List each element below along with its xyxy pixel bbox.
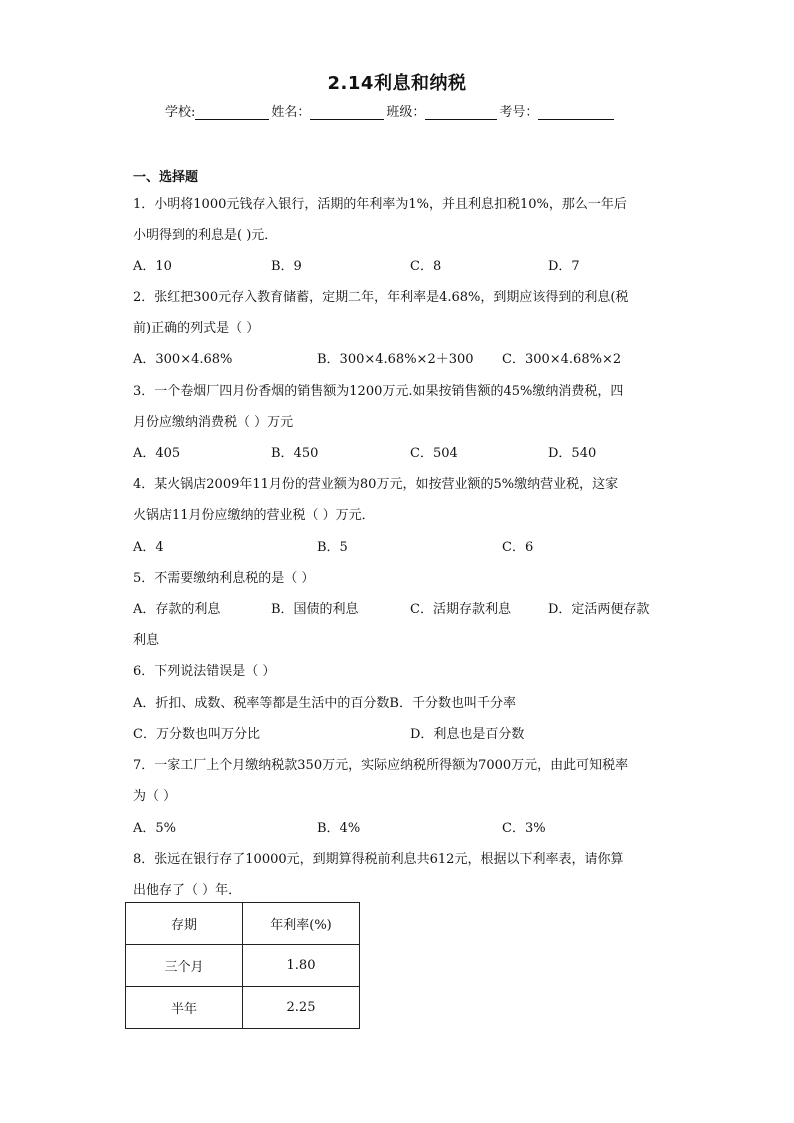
question-1-option-b[interactable]: B．9 bbox=[271, 259, 302, 274]
question-2-line-2: 前)正确的列式是（ ） bbox=[133, 321, 260, 336]
question-4-option-a[interactable]: A．4 bbox=[133, 540, 164, 555]
question-5-option-c[interactable]: C．活期存款利息 bbox=[410, 602, 511, 617]
question-6-option-c[interactable]: C．万分数也叫万分比 bbox=[133, 727, 260, 742]
table-row bbox=[126, 987, 360, 1029]
page-title: 2.14利息和纳税 bbox=[327, 73, 467, 94]
table-header-term: 存期 bbox=[126, 903, 243, 945]
question-5-option-b[interactable]: B．国债的利息 bbox=[271, 602, 359, 617]
question-5-option-d-continued: 利息 bbox=[133, 633, 160, 648]
question-4-option-b[interactable]: B．5 bbox=[317, 540, 348, 555]
question-4-option-c[interactable]: C．6 bbox=[502, 540, 534, 555]
question-2-option-a[interactable]: A．300×4.68% bbox=[133, 352, 233, 367]
name-label: 姓名： bbox=[271, 105, 311, 120]
question-7-option-c[interactable]: C．3% bbox=[502, 821, 546, 836]
table-header-row bbox=[126, 903, 360, 945]
student-info-line bbox=[165, 101, 616, 120]
question-1-option-a[interactable]: A．10 bbox=[133, 259, 172, 274]
name-blank[interactable] bbox=[310, 105, 384, 120]
school-label: 学校: bbox=[165, 105, 196, 120]
class-blank[interactable] bbox=[425, 105, 497, 120]
school-blank[interactable] bbox=[195, 105, 269, 120]
question-7-option-a[interactable]: A．5% bbox=[133, 821, 177, 836]
question-3-line-2: 月份应缴纳消费税（ ）万元 bbox=[133, 415, 294, 430]
question-5-line-1: 5．不需要缴纳利息税的是（ ） bbox=[133, 571, 315, 586]
question-2-line-1: 2．张红把300元存入教育储蓄，定期二年，年利率是4.68%，到期应该得到的利息(税 bbox=[133, 290, 629, 305]
question-7-line-1: 7．一家工厂上个月缴纳税款350万元，实际应纳税所得额为7000万元，由此可知税率 bbox=[133, 758, 629, 773]
question-3-option-a[interactable]: A．405 bbox=[133, 446, 181, 461]
question-7-option-b[interactable]: B．4% bbox=[317, 821, 361, 836]
question-8-line-1: 8．张远在银行存了10000元，到期算得税前利息共612元，根据以下利率表，请你算 bbox=[133, 852, 624, 867]
table-cell-rate: 1.80 bbox=[243, 945, 360, 987]
interest-rate-table bbox=[125, 902, 360, 1029]
question-1-line-1: 1．小明将1000元钱存入银行，活期的年利率为1%，并且利息扣税10%，那么一年后 bbox=[133, 197, 627, 212]
class-label: 班级： bbox=[386, 105, 426, 120]
question-6-line-1: 6．下列说法错误是（ ） bbox=[133, 664, 276, 679]
question-1-option-d[interactable]: D．7 bbox=[548, 259, 580, 274]
question-3-option-c[interactable]: C．504 bbox=[410, 446, 458, 461]
question-6-option-d[interactable]: D．利息也是百分数 bbox=[410, 727, 525, 742]
question-3-line-1: 3．一个卷烟厂四月份香烟的销售额为1200万元.如果按销售额的45%缴纳消费税，四 bbox=[133, 384, 624, 399]
number-blank[interactable] bbox=[538, 105, 614, 120]
question-3-option-b[interactable]: B．450 bbox=[271, 446, 319, 461]
table-cell-rate: 2.25 bbox=[243, 987, 360, 1029]
table-cell-term: 三个月 bbox=[126, 945, 243, 987]
question-1-line-2: 小明得到的利息是( )元． bbox=[133, 228, 278, 243]
question-7-line-2: 为（ ） bbox=[133, 789, 177, 804]
number-label: 考号： bbox=[499, 105, 539, 120]
question-5-option-d[interactable]: D．定活两便存款 bbox=[548, 602, 650, 617]
question-2-option-b[interactable]: B．300×4.68%×2＋300 bbox=[317, 352, 474, 367]
question-8-line-2: 出他存了（ ）年． bbox=[133, 883, 242, 898]
table-row bbox=[126, 945, 360, 987]
question-5-option-a[interactable]: A．存款的利息 bbox=[133, 602, 221, 617]
question-4-line-2: 火锅店11月份应缴纳的营业税（ ）万元． bbox=[133, 508, 375, 523]
table-cell-term: 半年 bbox=[126, 987, 243, 1029]
question-4-line-1: 4．某火锅店2009年11月份的营业额为80万元，如按营业额的5%缴纳营业税，这家 bbox=[133, 477, 619, 492]
question-6-option-a-b[interactable]: A．折扣、成数、税率等都是生活中的百分数B．千分数也叫千分率 bbox=[133, 696, 516, 711]
section-heading: 一、选择题 bbox=[133, 170, 199, 185]
question-3-option-d[interactable]: D．540 bbox=[548, 446, 597, 461]
question-1-option-c[interactable]: C．8 bbox=[410, 259, 442, 274]
question-2-option-c[interactable]: C．300×4.68%×2 bbox=[502, 352, 622, 367]
table-header-rate: 年利率(%) bbox=[243, 903, 360, 945]
